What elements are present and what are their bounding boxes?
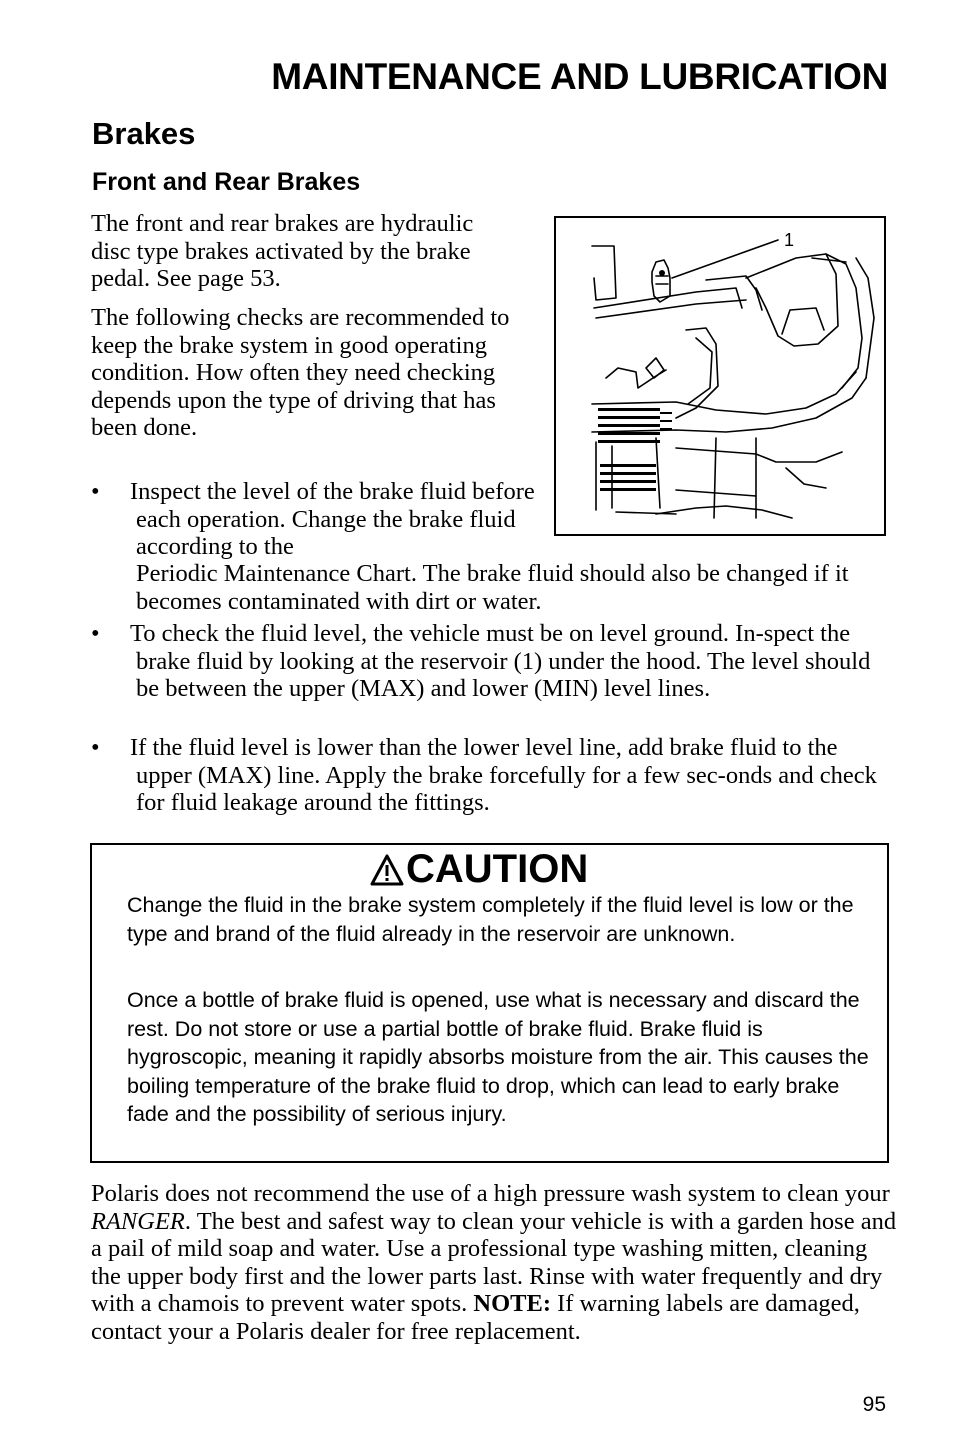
paragraph-checks: The following checks are recommended to keep the brake system in good operating condition. How often they need checking depends upon the type of driving that has been done. xyxy=(91,304,510,441)
bullet-text: Inspect the level of the brake fluid before each operation. Change the brake fluid according to the xyxy=(130,478,535,560)
illustration-line-6 xyxy=(826,254,862,388)
caution-text-2: Once a bottle of brake fluid is opened, use what is necessary and discard the rest. Do not store or use a partial bottle of brake fluid. Brake fluid is hygroscopic, meaning it rapidly absorbs moisture from the air. This causes the boiling temperature of the brake fluid to drop, which can lead to early brake fade and the possibility of serious injury. xyxy=(127,988,869,1126)
callout-label: 1 xyxy=(784,230,795,250)
caution-header xyxy=(370,847,588,892)
illustration-line-10 xyxy=(688,338,712,404)
grille-bar xyxy=(600,472,656,475)
illustration-line-8 xyxy=(782,308,824,334)
caution-box xyxy=(90,843,889,1163)
bullet-symbol: • xyxy=(91,478,100,505)
grille-bar xyxy=(598,416,660,419)
grille-bar xyxy=(600,464,656,467)
brake-reservoir-figure xyxy=(554,216,886,536)
section-title: MAINTENANCE AND LUBRICATION xyxy=(271,56,888,97)
illustration-line-4 xyxy=(706,276,762,310)
illustration-line-20 xyxy=(656,506,792,518)
grille-bar xyxy=(598,432,660,435)
grille-bar xyxy=(598,440,660,443)
grille-bar xyxy=(598,424,660,427)
illustration-line-1 xyxy=(592,246,616,300)
illustration-line-12 xyxy=(646,358,664,378)
grille-bar xyxy=(660,412,672,414)
bullet-symbol: • xyxy=(91,734,100,761)
warning-triangle-icon xyxy=(370,854,404,886)
page-number: 95 xyxy=(862,1393,886,1416)
illustration-line-18 xyxy=(676,448,842,496)
heading-front-rear-brakes: Front and Rear Brakes xyxy=(92,168,361,196)
illustration-line-19 xyxy=(786,468,826,488)
reservoir-cap-mark xyxy=(659,270,665,276)
paragraph-intro: The front and rear brakes are hydraulic disc type brakes activated by the brake pedal. See page 53. xyxy=(91,210,474,292)
bullet-text: If the fluid level is lower than the lower level line, add brake fluid to the upper (MAX) line. Apply the brake forcefully for a few sec-onds and check for fluid leakage around the fittings. xyxy=(130,734,877,816)
grille-bar xyxy=(600,488,656,491)
illustration-line-15 xyxy=(596,442,612,510)
illustration-line-11 xyxy=(606,368,666,388)
grille-marks xyxy=(598,270,672,491)
bullet-symbol: • xyxy=(91,620,100,647)
paragraph-washing xyxy=(91,1180,901,1345)
washing-text-3: If warning labels are damaged, contact your a Polaris dealer for free replacement. xyxy=(91,1290,860,1345)
washing-text-2: . The best and safest way to clean your vehicle is with a garden hose and a pail of mild soap and water. Use a professional type washing mitten, cleaning the upper body first and the lower parts last. Rinse with water frequently and dry with a chamois to prevent water spots. xyxy=(91,1207,897,1317)
bullet-text-continued: Periodic Maintenance Chart. The brake fluid should also be changed if it becomes contaminated with dirt or water. xyxy=(136,560,849,615)
illustration-line-16 xyxy=(616,438,676,514)
note-label: NOTE: xyxy=(473,1290,551,1317)
brand-name: RANGER xyxy=(91,1207,185,1235)
grille-bar xyxy=(598,408,660,411)
illustration-line-13 xyxy=(592,372,856,414)
illustration-line-14 xyxy=(592,378,866,432)
grille-bar xyxy=(660,428,672,430)
bullet-text: To check the fluid level, the vehicle must be on level ground. In-spect the brake fluid by looking at the reservoir (1) under the hood. The level should be between the upper (MAX) and lower (MIN) level lines. xyxy=(130,620,871,702)
caution-text-1: Change the fluid in the brake system completely if the fluid level is low or the type and brand of the fluid already in the reservoir are unknown. xyxy=(127,893,854,946)
washing-text-1: Polaris does not recommend the use of a high pressure wash system to clean your xyxy=(91,1180,890,1207)
caution-title: CAUTION xyxy=(406,847,589,891)
grille-bar xyxy=(600,480,656,483)
grille-bar xyxy=(660,420,672,422)
illustration-line-9 xyxy=(676,328,718,418)
reservoir-level-lines xyxy=(656,276,668,284)
illustration-line-3 xyxy=(596,300,746,318)
reservoir-illustration xyxy=(556,218,884,534)
heading-brakes: Brakes xyxy=(92,116,196,151)
